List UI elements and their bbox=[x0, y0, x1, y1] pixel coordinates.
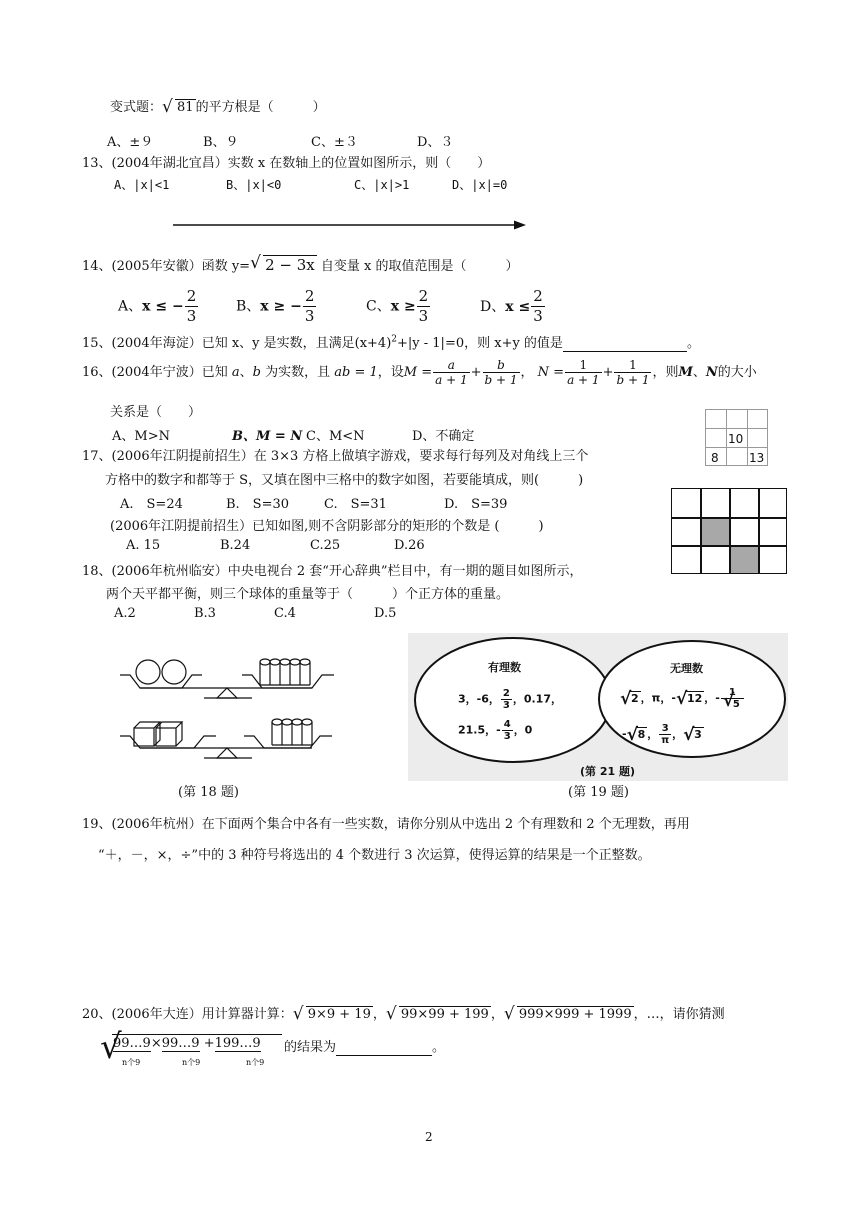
q15-answer-blank[interactable] bbox=[563, 336, 687, 352]
variant-question bbox=[110, 96, 326, 115]
variant-suffix: 的平方根是（ ） bbox=[195, 100, 326, 115]
q13-option-d: D、|x|=0 bbox=[452, 178, 508, 192]
grid-cell-bottom-right: 13 bbox=[749, 451, 765, 465]
q16-line2: 关系是（ ） bbox=[110, 405, 202, 420]
variant-option-a: A、±９ bbox=[107, 135, 154, 150]
number-line bbox=[170, 218, 530, 232]
q17-options: A. S=24 B. S=30 C. S=31 D. S=39 bbox=[120, 497, 508, 512]
grid-cell-center: 10 bbox=[728, 432, 744, 446]
top-balance bbox=[120, 659, 334, 698]
q18-line1: 18、(2006年杭州临安）中央电视台 2 套“开心辞典”栏目中，有一期的题目如图所示， bbox=[82, 564, 583, 579]
q18-line2: 两个天平都平衡，则三个球体的重量等于（ ）个正方体的重量。 bbox=[106, 587, 510, 602]
q20-result-text: 的结果为 。 bbox=[284, 1040, 446, 1055]
number-sets-figure bbox=[408, 633, 788, 781]
radicand-terms: 99…9×99…9 +199…9 bbox=[113, 1036, 261, 1051]
sqrt-expr-1: √ 9×9 + 19 bbox=[293, 1007, 373, 1022]
sqrt-2-3x: √ 2 − 3x bbox=[250, 256, 317, 274]
q13-options bbox=[114, 176, 507, 193]
cylinders-four bbox=[272, 719, 312, 745]
q15-text: 15、(2004年海淀）已知 x、y 是实数，且满足$(x+4)^2+|y - 1|=0$，则 x+y 的值是 。 bbox=[82, 334, 700, 351]
q17b-text: (2006年江阴提前招生）已知如图,则不含阴影部分的矩形的个数是 ( ) bbox=[110, 519, 544, 534]
q20-answer-blank[interactable] bbox=[336, 1040, 432, 1056]
q13-option-c: C、|x|>1 bbox=[354, 178, 410, 192]
page-number: 2 bbox=[425, 1130, 433, 1144]
figure-19-caption: (第 19 题) bbox=[568, 785, 629, 800]
balance-scale-figure bbox=[112, 640, 348, 770]
q14-options bbox=[118, 287, 546, 326]
underbrace-label-2: n个9 bbox=[182, 1058, 201, 1067]
irrational-set-title: 无理数 bbox=[670, 662, 703, 675]
q13-option-a: A、|x|<1 bbox=[114, 178, 170, 192]
variant-option-c: C、±３ bbox=[311, 135, 358, 150]
q14-option-a: A、x ≤ − $\frac{2}{3}$ bbox=[118, 287, 197, 325]
variant-option-b: B、９ bbox=[203, 135, 239, 150]
variant-option-d: D、３ bbox=[417, 135, 454, 150]
q16-options: A、M>N B、M = N C、M<N D、不确定 bbox=[112, 429, 475, 444]
q14-option-c: C、x ≥ $\frac{2}{3}$ bbox=[366, 287, 429, 325]
sqrt-expr-3: √ 999×999 + 1999 bbox=[504, 1007, 634, 1022]
cylinders-five bbox=[260, 659, 310, 685]
big-radical-sign: √ bbox=[100, 1027, 122, 1067]
q14-option-b: B、x ≥ − $\frac{2}{3}$ bbox=[236, 287, 315, 325]
irrational-set-line2: -√ 8 ， $\frac{3}{\pi}$ ，√ 3 bbox=[622, 723, 704, 746]
q20-text: 20、(2006年大连）用计算器计算：√ 9×9 + 19 ，√ 99×99 + 199 ，√ 999×999 + 1999 ，…，请你猜测 bbox=[82, 1003, 725, 1022]
sqrt-expr-2: √ 99×99 + 199 bbox=[386, 1007, 491, 1022]
irrational-set-line1: √ 2 ，π，-√ 12 ，- 1 √ 5 bbox=[620, 687, 745, 710]
ball-2 bbox=[162, 660, 186, 684]
q14-text: 14、(2005年安徽）函数 y=√ 2 − 3x 自变量 x 的取值范围是（ ） bbox=[82, 255, 518, 274]
q13-text: 13、(2004年湖北宜昌）实数 x 在数轴上的位置如图所示，则（ ） bbox=[82, 156, 491, 171]
sqrt-81: √ 81 bbox=[162, 100, 196, 115]
underbrace-label-1: n个9 bbox=[122, 1058, 141, 1067]
rational-set-line1: 3，-6， $\frac{2}{3}$ ，0.17， bbox=[458, 688, 562, 711]
q17b-options: A. 15 B.24 C.25 D.26 bbox=[126, 538, 425, 553]
figure-18-caption: (第 18 题) bbox=[178, 785, 239, 800]
shaded-rectangle-grid bbox=[671, 488, 787, 574]
q13-option-b: B、|x|<0 bbox=[226, 178, 282, 192]
grid-cell-bottom-left: 8 bbox=[711, 451, 719, 465]
q16-text: 16、(2004年宁波）已知 a、b 为实数，且 ab = 1，设M = $\frac{a}{a + 1}$ + $\frac{b}{b + 1}$ ， N = $\frac{1}{a + 1}$ + $\frac{1}{b + 1}$ ，则M、N的大小 bbox=[82, 358, 757, 387]
rational-set-title: 有理数 bbox=[488, 661, 521, 674]
q17-number-grid bbox=[705, 409, 768, 466]
cubes-three bbox=[134, 722, 182, 746]
underbrace-label-3: n个9 bbox=[246, 1058, 265, 1067]
variant-options bbox=[107, 131, 453, 150]
bottom-balance bbox=[120, 719, 332, 758]
q19-line2: “＋，－，×，÷”中的 3 种符号将选出的 4 个数进行 3 次运算，使得运算的结果是一个正整数。 bbox=[98, 848, 651, 863]
q14-option-d: D、x ≤ $\frac{2}{3}$ bbox=[480, 287, 543, 325]
figure-21-caption: (第 21 题) bbox=[580, 765, 636, 778]
q19-line1: 19、(2006年杭州）在下面两个集合中各有一些实数，请你分别从中选出 2 个有理数和 2 个无理数，再用 bbox=[82, 817, 690, 832]
rational-set-line2: 21.5，- $\frac{4}{3}$ ，0 bbox=[458, 719, 533, 742]
ball-1 bbox=[136, 660, 160, 684]
q17-line2: 方格中的数字和都等于 S，又填在图中三格中的数字如图，若要能填成，则( ) bbox=[105, 473, 584, 488]
q18-options: A.2 B.3 C.4 D.5 bbox=[114, 606, 397, 621]
variant-prefix: 变式题： bbox=[110, 100, 163, 115]
q17-line1: 17、(2006年江阴提前招生）在 3×3 方格上做填字游戏，要求每行每列及对角线上三个 bbox=[82, 449, 589, 464]
